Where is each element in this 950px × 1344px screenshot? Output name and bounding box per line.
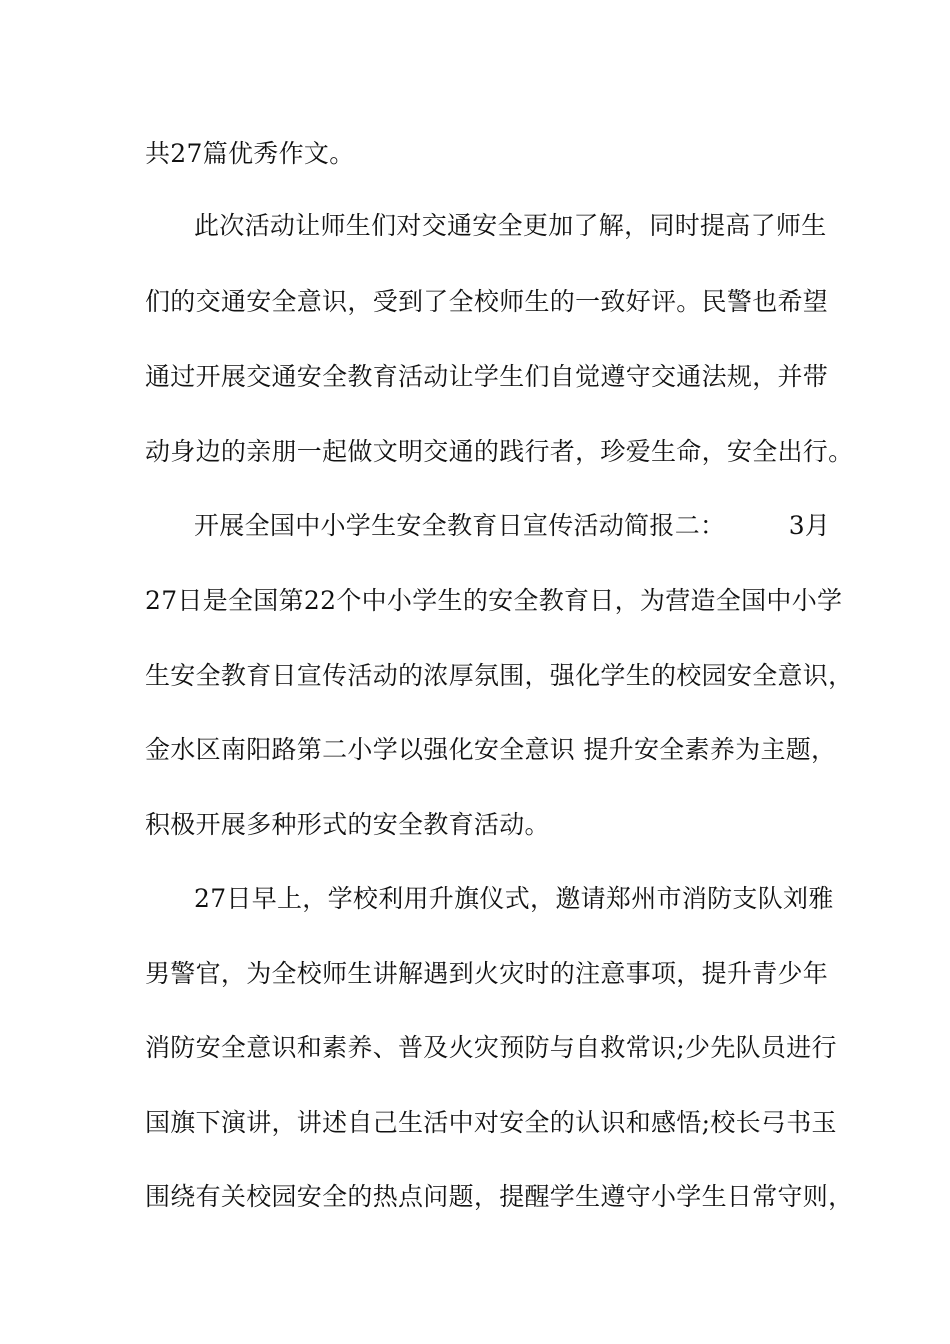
text-line-2: 此次活动让师生们对交通安全更加了解，同时提高了师生	[194, 211, 827, 240]
text-line-14: 国旗下演讲，讲述自己生活中对安全的认识和感悟;校长弓书玉	[145, 1108, 837, 1137]
text-line-6: 开展全国中小学生安全教育日宣传活动简报二： 3月	[194, 511, 831, 540]
text-line-13: 消防安全意识和素养、普及火灾预防与自救常识;少先队员进行	[145, 1033, 837, 1062]
text-line-15: 围绕有关校园安全的热点问题，提醒学生遵守小学生日常守则，	[145, 1182, 854, 1211]
text-line-12: 男警官，为全校师生讲解遇到火灾时的注意事项，提升青少年	[145, 959, 829, 988]
text-line-7: 27日是全国第22个中小学生的安全教育日，为营造全国中小学	[145, 586, 843, 615]
text-line-9: 金水区南阳路第二小学以强化安全意识 提升安全素养为主题，	[145, 735, 837, 764]
text-line-1: 共27篇优秀作文。	[145, 139, 355, 168]
text-line-8: 生安全教育日宣传活动的浓厚氛围，强化学生的校园安全意识，	[145, 661, 854, 690]
text-line-10: 积极开展多种形式的安全教育活动。	[145, 810, 550, 839]
text-line-5: 动身边的亲朋一起做文明交通的践行者，珍爱生命，安全出行。	[145, 437, 854, 466]
text-line-3: 们的交通安全意识，受到了全校师生的一致好评。民警也希望	[145, 287, 829, 316]
text-line-11: 27日早上，学校利用升旗仪式，邀请郑州市消防支队刘雅	[194, 884, 834, 913]
text-line-4: 通过开展交通安全教育活动让学生们自觉遵守交通法规，并带	[145, 362, 829, 391]
